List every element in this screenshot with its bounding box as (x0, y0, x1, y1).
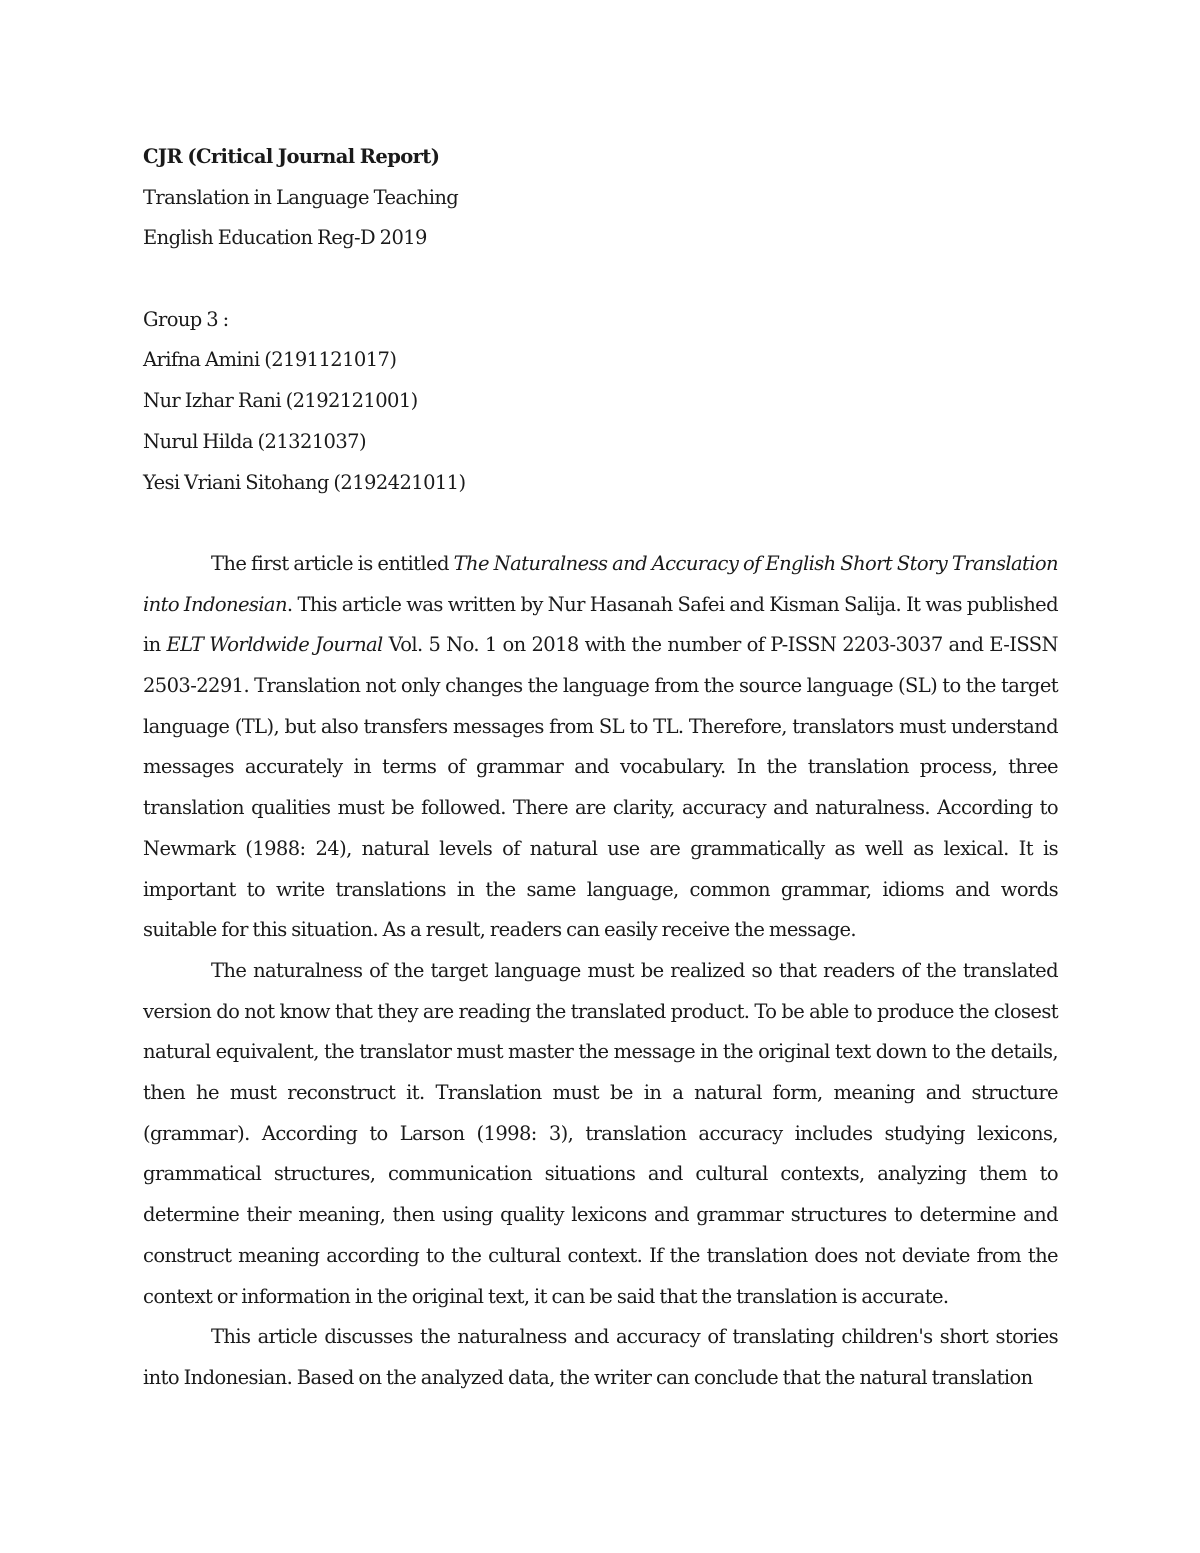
course-name: Translation in Language Teaching (143, 185, 459, 209)
p1-after-title: . This article was written by Nur Hasanah Safei and Kisman Salija. It was published in (143, 592, 1058, 657)
p1-intro: The first article is entitled (211, 551, 454, 575)
document-content (143, 137, 1058, 1399)
blank-line (143, 259, 1058, 300)
document-title: CJR (Critical Journal Report) (143, 145, 440, 168)
p1-rest: Vol. 5 No. 1 on 2018 with the number of P-ISSN 2203-3037 and E-ISSN 2503-2291. Translation not only changes the language from the source language (SL) to the target language (TL), but also transfers messages from SL to TL. Therefore, translators must understand messages accurately in terms of grammar and vocabulary. In the translation process, three translation qualities must be followed. There are clarity, accuracy and naturalness. According to Newmark (1988: 24), natural levels of natural use are grammatically as well as lexical. It is important to write translations in the same language, common grammar, idioms and words suitable for this situation. As a result, readers can easily receive the message. (143, 633, 1058, 942)
article-title: The Naturalness and Accuracy of English Short Story Translation into Indonesian (143, 551, 1058, 616)
class-name: English Education Reg-D 2019 (143, 226, 427, 250)
group-label: Group 3 : (143, 307, 229, 331)
blank-line (143, 503, 1058, 544)
body-paragraph-3: This article discusses the naturalness and accuracy of translating children's short stories into Indonesian. Based on the analyzed data, the writer can conclude that the natural translation (143, 1325, 1058, 1389)
journal-name: ELT Worldwide Journal (166, 633, 383, 657)
group-member: Arifna Amini (2191121017) (143, 348, 397, 372)
body-paragraph-2: The naturalness of the target language must be realized so that readers of the translated version do not know that they are reading the translated product. To be able to produce the closest natural equivalent, the translator must master the message in the original text down to the details, then he must reconstruct it. Translation must be in a natural form, meaning and structure (grammar). According to Larson (1998: 3), translation accuracy includes studying lexicons, grammatical structures, communication situations and cultural contexts, analyzing them to determine their meaning, then using quality lexicons and grammar structures to determine and construct meaning according to the cultural context. If the translation does not deviate from the context or information in the original text, it can be said that the translation is accurate. (143, 958, 1058, 1308)
group-member: Nurul Hilda (21321037) (143, 429, 366, 453)
body-paragraph-1 (143, 544, 1058, 951)
group-member: Nur Izhar Rani (2192121001) (143, 389, 418, 413)
group-member: Yesi Vriani Sitohang (2192421011) (143, 470, 466, 494)
